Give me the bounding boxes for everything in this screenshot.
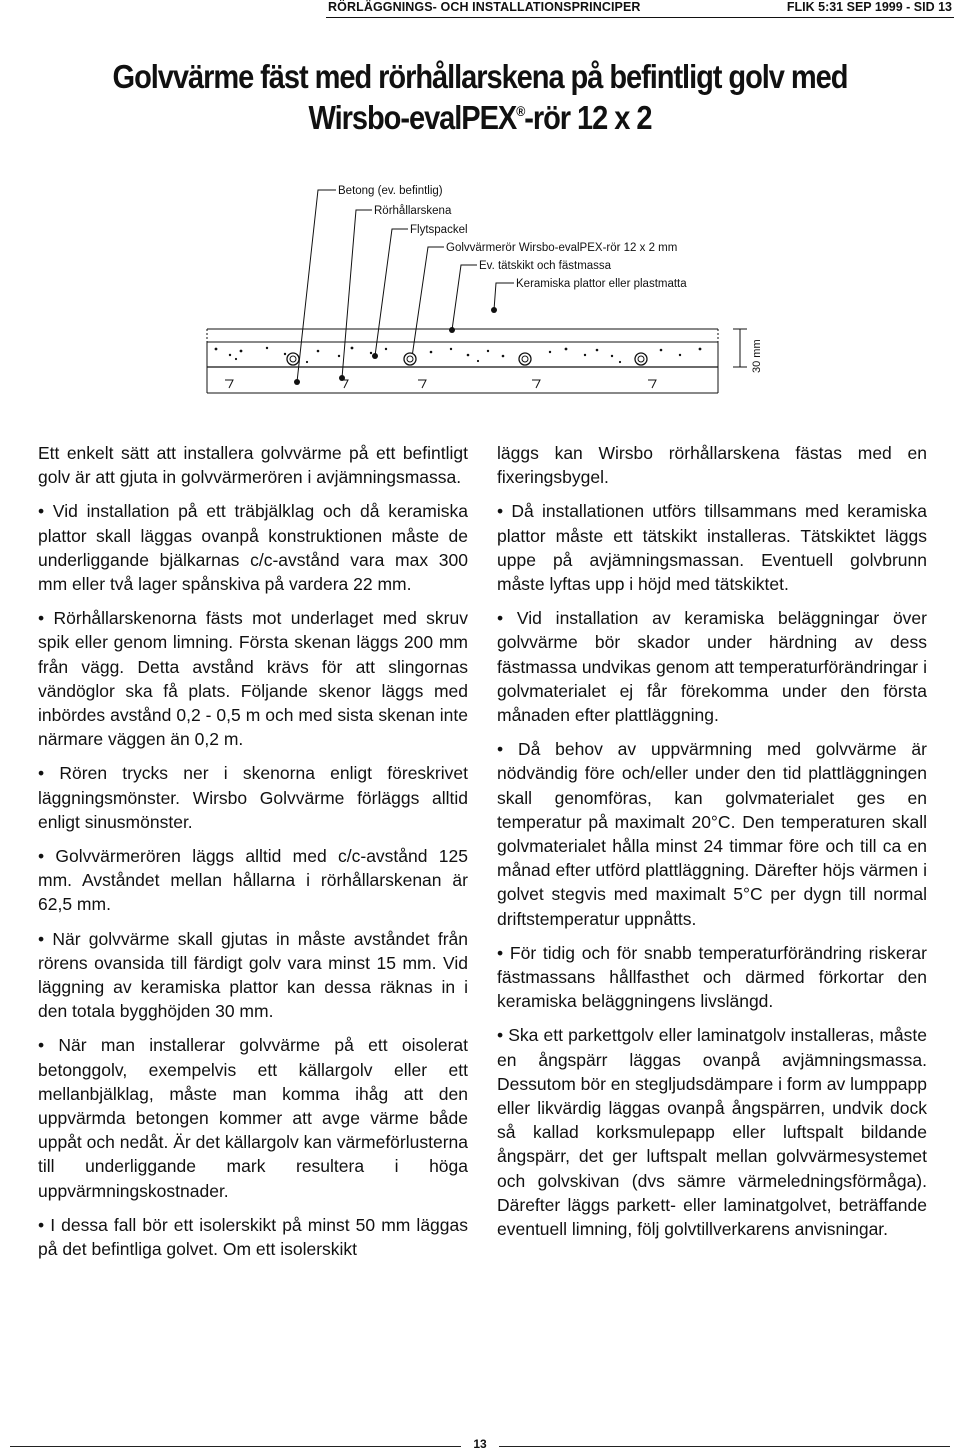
label-flytspackel: Flytspackel	[410, 224, 468, 236]
pipe	[519, 353, 531, 365]
label-betong: Betong (ev. befintlig)	[338, 185, 443, 197]
header-section: RÖRLÄGGNINGS- OCH INSTALLATIONSPRINCIPER	[328, 0, 641, 14]
paragraph: • I dessa fall bör ett isolerskikt på minst 50 mm läggas på det befintliga golvet. Om ett isolerskikt	[38, 1214, 468, 1260]
paragraph: • När golvvärme skall gjutas in måste avståndet från rörens ovansida till färdigt golv vara minst 15 mm. Vid läggning av keramiska plattor kan dessa räknas in i den totala bygghöjden 30 mm.	[38, 928, 468, 1022]
paragraph: • Golvvärmerören läggs alltid med c/c-avstånd 125 mm. Avståndet mellan hållarna i rörhållarskenan är 62,5 mm.	[38, 846, 468, 915]
floor-section-diagram	[0, 0, 960, 420]
label-tatskikt: Ev. tätskikt och fästmassa	[479, 260, 612, 272]
paragraph: • Då installationen utförs tillsammans med keramiska plattor måste ett tätskikt installeras. Tätskiktet läggs uppe på avjämningsmassan. Eventuell golvbrunn måste lyftas upp i höjd med tätskiktet.	[497, 501, 927, 595]
leader-tatskikt	[452, 265, 477, 330]
label-plattor: Keramiska plattor eller plastmatta	[516, 278, 687, 290]
paragraph: • Vid installation på ett träbjälklag och då keramiska plattor skall läggas ovanpå konstruktionen måste de underliggande bjälkarnas c/c-avstånd vara max 300 mm eller två lager spånskiva på vardera 22 mm.	[38, 501, 468, 595]
leader-flytspackel	[375, 229, 408, 356]
page-number: 13	[461, 1437, 499, 1451]
paragraph: • Då behov av uppvärmning med golvvärme är nödvändig före och/eller under den tid plattläggningen skall genomföras, kan golvmaterialet ges en temperatur på maximalt 20°C. Den temperaturen skall golvmaterialet hålla minst 24 timmar före och till ca en månad efter utförd plattläggning. Därefter höjs värmen i golvet stegvis med maximalt 5°C per dygn till normal driftstemperatur uppnåtts.	[497, 739, 927, 929]
leader-dot-plattor	[491, 307, 497, 313]
registered-mark: ®	[516, 103, 525, 119]
paragraph: • Rören trycks ner i skenorna enligt föreskrivet läggningsmönster. Wirsbo Golvvärme förläggs alltid enligt sinusmönster.	[38, 763, 468, 832]
pipe	[635, 353, 647, 365]
header-reference: FLIK 5:31 SEP 1999 - SID 13	[786, 0, 952, 14]
paragraph: • För tidig och för snabb temperaturförändring riskerar fästmassans hållfasthet och därmed förkortar den keramiska beläggningens livslängd.	[497, 942, 927, 1012]
leader-plattor	[494, 283, 514, 310]
leader-betong	[297, 190, 336, 382]
paragraph: • Ska ett parkettgolv eller laminatgolv installeras, måste en ångspärr läggas ovanpå avjämningsmassa. Dessutom bör en stegljudsdämpare i form av lumppapp eller likvärdig läggas ovanpå ångspärren, undvik dock så kallad korksmulepapp eller luftspalt bildande ångspärr, det ger luftspalt mellan golvvärmesystemet och golvskivan (dvs sämre värmeledningsförmåga). Därefter läggs parkett- eller laminatgolvet, beträffande eventuell limning, följ golvtillverkarens anvisningar.	[497, 1025, 927, 1240]
title-dimension: -rör 12 x 2	[524, 99, 652, 136]
right-column	[497, 441, 927, 1251]
leader-dot-betong	[294, 379, 300, 385]
leader-dot-tatskikt	[449, 327, 455, 333]
paragraph: • Vid installation av keramiska beläggningar över golvvärme bör skador under härdning av dess fästmassa undvikas genom att temperaturförändringar i golvmaterialet ej får förekomma under den första månaden efter plattläggning.	[497, 608, 927, 726]
leader-dot-flytspackel	[372, 353, 378, 359]
paragraph: läggs kan Wirsbo rörhållarskena fästas med en fixeringsbygel.	[497, 443, 927, 488]
label-golvvarmeror: Golvvärmerör Wirsbo-evalPEX-rör 12 x 2 mm	[446, 242, 678, 254]
leader-rorhallarskena	[342, 210, 372, 378]
pipe	[287, 353, 299, 365]
left-column	[38, 441, 468, 1271]
paragraph: • När man installerar golvvärme på ett oisolerat betonggolv, exempelvis ett källargolv eller ett mellanbjälklag, måste man komma ihåg att den uppvärmda betongen kommer att avge värme både uppåt och nedåt. Är det källargolv kan värmeförlusterna till underliggande mark resultera i höga uppvärmningskostnader.	[38, 1035, 468, 1201]
pipe	[404, 353, 416, 365]
dimension-label: 30 mm	[751, 339, 763, 373]
leader-golvvarmeror	[412, 247, 444, 357]
title-product: Wirsbo-evalPEX	[308, 99, 517, 136]
label-rorhallarskena: Rörhållarskena	[374, 205, 452, 217]
page-title-line-1: Golvvärme fäst med rörhållarskena på befintligt golv med	[112, 58, 848, 95]
paragraph: • Rörhållarskenorna fästs mot underlaget med skruv spik eller genom limning. Första skenan läggs 200 mm från vägg. Detta avstånd krävs för att slingornas vändöglor ska få plats. Följande skenor läggs med inbördes avstånd 0,2 - 0,5 m och med sista skenan inte närmare väggen än 0,2 m.	[38, 608, 468, 750]
paragraph: Ett enkelt sätt att installera golvvärme på ett befintligt golv är att gjuta in golvvärmerören i avjämningsmassa.	[38, 443, 468, 488]
